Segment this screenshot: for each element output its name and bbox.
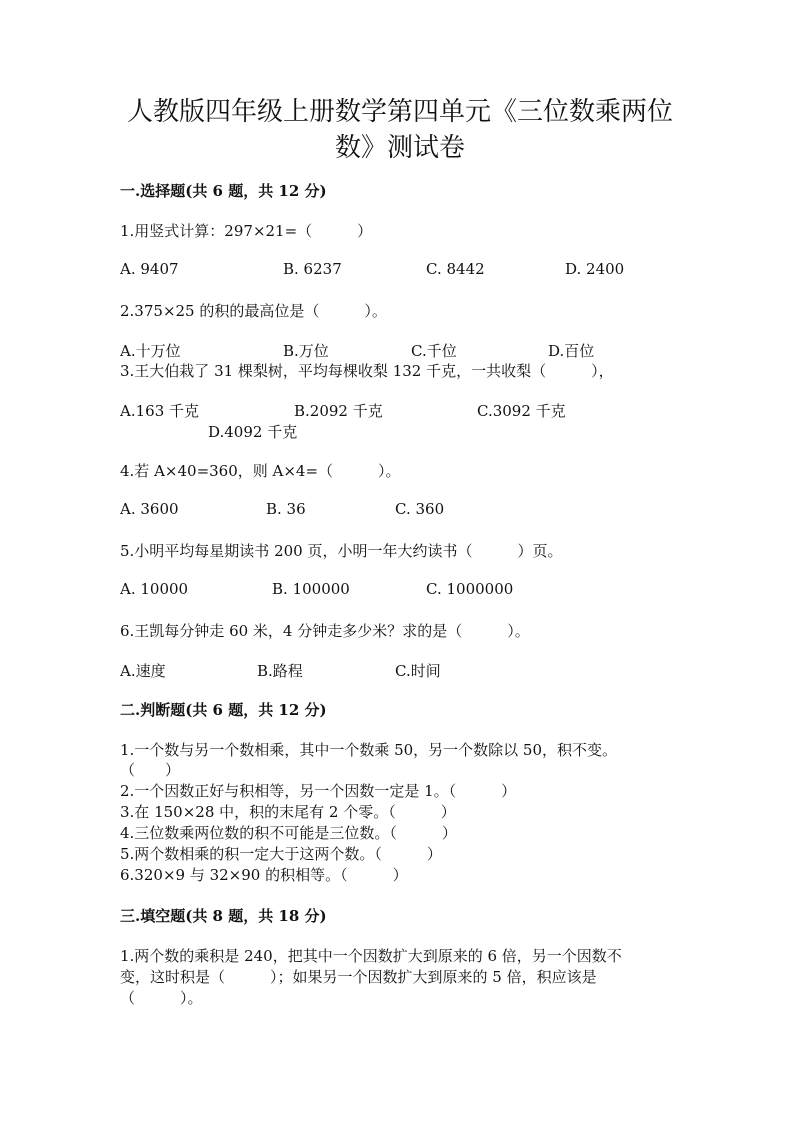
fill-question-1-line-2: 变，这时积是（ ）；如果另一个因数扩大到原来的 5 倍，积应该是 (120, 968, 597, 986)
section-heading-fill-in: 三.填空题(共 8 题，共 18 分) (120, 907, 327, 925)
question-1-3-option-a: A.163 千克 (120, 402, 199, 420)
question-1-2-option-b: B.万位 (283, 342, 329, 360)
question-1-6-option-b: B.路程 (257, 662, 303, 680)
judge-question-6: 6.320×9 与 32×90 的积相等。（ ） (120, 866, 408, 884)
question-1-4-option-a: A. 3600 (120, 500, 179, 518)
question-1-1-stem: 1.用竖式计算：297×21=（ ） (120, 222, 373, 240)
judge-question-4: 4.三位数乘两位数的积不可能是三位数。（ ） (120, 824, 457, 842)
question-1-2-option-a: A.十万位 (120, 342, 181, 360)
judge-question-3: 3.在 150×28 中，积的末尾有 2 个零。（ ） (120, 803, 456, 821)
question-1-3-option-b: B.2092 千克 (294, 402, 383, 420)
question-1-1-option-d: D. 2400 (565, 260, 625, 278)
question-1-1-option-b: B. 6237 (283, 260, 342, 278)
question-1-3-option-d: D.4092 千克 (208, 423, 298, 441)
question-1-2-option-d: D.百位 (548, 342, 595, 360)
question-1-2-stem: 2.375×25 的积的最高位是（ ）。 (120, 302, 387, 320)
question-1-3-stem: 3.王大伯栽了 31 棵梨树，平均每棵收梨 132 千克，一共收梨（ ）， (120, 362, 614, 380)
question-1-6-option-a: A.速度 (120, 662, 166, 680)
fill-question-1-line-3: （ ）。 (120, 989, 203, 1007)
question-1-5-option-c: C. 1000000 (426, 580, 514, 598)
question-1-5-option-b: B. 100000 (272, 580, 350, 598)
question-1-2-option-c: C.千位 (411, 342, 457, 360)
fill-question-1-line-1: 1.两个数的乘积是 240，把其中一个因数扩大到原来的 6 倍，另一个因数不 (120, 947, 622, 965)
section-heading-choice: 一.选择题(共 6 题，共 12 分) (120, 182, 327, 200)
section-heading-true-false: 二.判断题(共 6 题，共 12 分) (120, 701, 327, 719)
question-1-4-stem: 4.若 A×40=360，则 A×4=（ ）。 (120, 462, 401, 480)
judge-question-1-line-2: （ ） (120, 761, 181, 779)
question-1-6-option-c: C.时间 (395, 662, 441, 680)
title-line-2: 数》测试卷 (334, 133, 465, 163)
question-1-4-option-b: B. 36 (266, 500, 306, 518)
question-1-5-option-a: A. 10000 (120, 580, 189, 598)
judge-question-1-line-1: 1.一个数与另一个数相乘，其中一个数乘 50，另一个数除以 50，积不变。 (120, 741, 618, 759)
question-1-1-option-a: A. 9407 (120, 260, 179, 278)
question-1-4-option-c: C. 360 (395, 500, 445, 518)
question-1-6-stem: 6.王凯每分钟走 60 米，4 分钟走多少米？求的是（ ）。 (120, 622, 530, 640)
judge-question-2: 2.一个因数正好与积相等，另一个因数一定是 1。（ ） (120, 782, 517, 800)
title-line-1: 人教版四年级上册数学第四单元《三位数乘两位 (126, 97, 673, 127)
judge-question-5: 5.两个数相乘的积一定大于这两个数。（ ） (120, 845, 442, 863)
question-1-5-stem: 5.小明平均每星期读书 200 页，小明一年大约读书（ ）页。 (120, 542, 563, 560)
question-1-1-option-c: C. 8442 (426, 260, 485, 278)
question-1-3-option-c: C.3092 千克 (477, 402, 566, 420)
page-title (120, 94, 680, 166)
